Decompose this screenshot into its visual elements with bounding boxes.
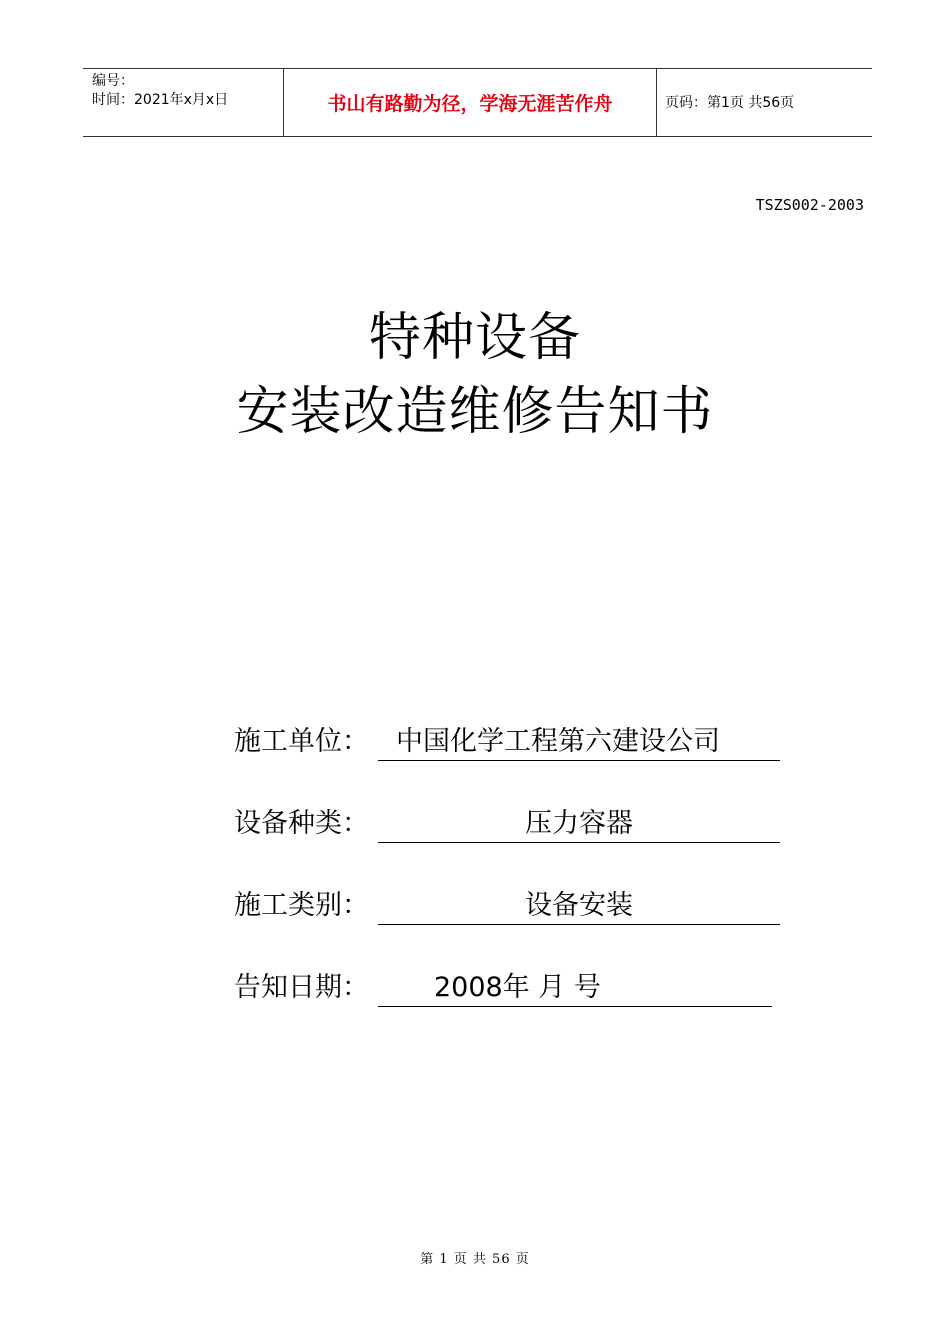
header-motto-cell [283,69,657,136]
header-page-cell [656,69,872,136]
header-number-label: 编号： [92,73,134,89]
field-value: 中国化学工程第六建设公司 [396,726,720,757]
field-underline [378,806,780,843]
field-value: 设备安装 [525,890,633,921]
field-value: 2008年 月 号 [434,972,601,1003]
field-underline [378,888,780,925]
header-meta-cell [83,69,283,136]
field-label: 施工单位： [234,726,369,757]
header-motto: 书山有路勤为径，学海无涯苦作舟 [327,93,613,115]
page-header [83,68,872,137]
document-code: TSZS002-2003 [755,196,864,214]
title-line-2: 安装改造维修告知书 [236,382,714,442]
field-label: 设备种类： [234,808,369,839]
field-underline [378,970,772,1007]
field-label: 告知日期： [234,972,369,1003]
field-underline [378,724,780,761]
field-value: 压力容器 [525,808,633,839]
page-footer: 第 1 页 共 56 页 [420,1252,530,1267]
header-page-info: 页码：第1页 共56页 [665,95,795,111]
title-line-1: 特种设备 [368,308,581,368]
header-time-label: 时间：2021年x月x日 [92,92,229,108]
field-label: 施工类别： [234,890,369,921]
